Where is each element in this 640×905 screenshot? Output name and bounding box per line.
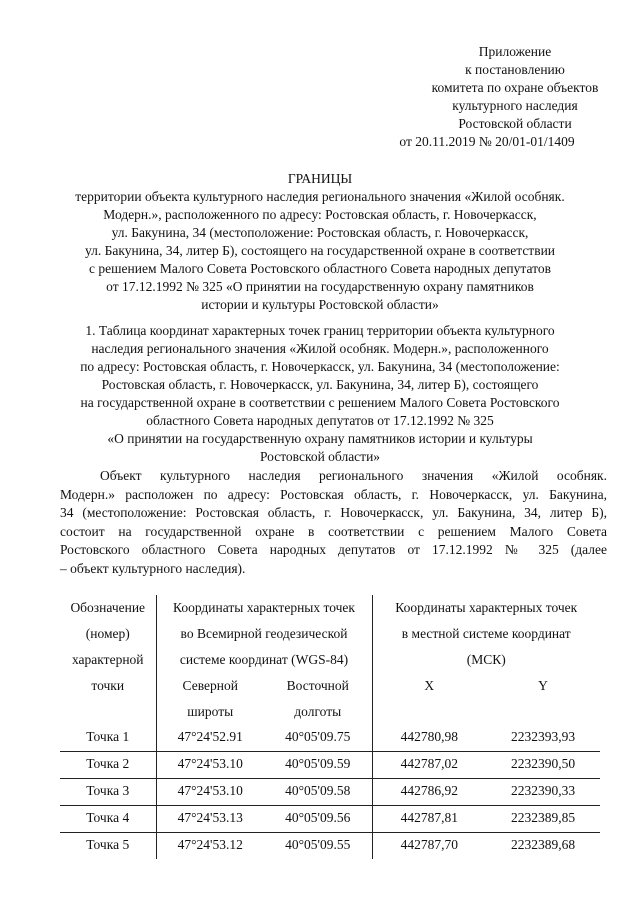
paragraph-line: 34 (местоположение: Ростовская область, г. Новочеркасск, ул. Бакунина, 34, литер Б), xyxy=(60,505,607,520)
latitude-cell: 47°24'53.13 xyxy=(156,806,264,833)
point-cell: Точка 4 xyxy=(60,806,156,833)
coordinates-table xyxy=(60,595,600,859)
y-cell: 2232389,68 xyxy=(486,833,600,860)
latitude-header xyxy=(156,673,264,725)
paragraph-line: Модерн.» расположен по адресу: Ростовская область, г. Новочеркасск, ул. Бакунина, xyxy=(60,486,607,502)
appendix-line: комитета по охране объектов xyxy=(431,80,599,95)
header-line: Северной xyxy=(182,678,238,693)
latitude-cell: 47°24'52.91 xyxy=(177,729,243,744)
latitude-cell: 47°24'53.12 xyxy=(156,833,264,860)
longitude-cell: 40°05'09.56 xyxy=(264,806,372,833)
x-header: X xyxy=(424,678,435,693)
header-line: (МСК) xyxy=(466,652,506,667)
point-cell: Точка 2 xyxy=(60,752,156,779)
point-cell: Точка 5 xyxy=(60,833,156,860)
table-header-row xyxy=(60,595,600,673)
section-line: по адресу: Ростовская область, г. Новочеркасск, ул. Бакунина, 34 (местоположение: xyxy=(80,359,560,374)
msk-header-cell xyxy=(372,595,600,673)
header-line: в местной системе координат xyxy=(401,626,571,641)
heading-line: от 17.12.1992 № 325 «О принятии на государственную охрану памятников xyxy=(106,279,534,294)
header-line: широты xyxy=(187,704,234,719)
heading-line: ул. Бакунина, 34, литер Б), состоящего на государственной охране в соответствии xyxy=(84,243,556,258)
header-line: Координаты характерных точек xyxy=(395,600,578,615)
header-line: Обозначение xyxy=(70,600,146,615)
appendix-date-line: от 20.11.2019 № 20/01-01/1409 xyxy=(399,134,575,149)
heading-line: Модерн.», расположенного по адресу: Ростовская область, г. Новочеркасск, xyxy=(103,207,537,222)
header-line: (номер) xyxy=(85,626,130,641)
point-cell: Точка 1 xyxy=(60,725,156,752)
section-line: областного Совета народных депутатов от 17.12.1992 № 325 xyxy=(146,413,494,428)
longitude-header xyxy=(264,673,372,725)
section-line: Ростовская область, г. Новочеркасск, ул. Бакунина, 34, литер Б), состоящего xyxy=(101,377,539,392)
header-line: характерной xyxy=(71,652,144,667)
latitude-cell: 47°24'53.10 xyxy=(156,752,264,779)
paragraph-line: Объект культурного наследия регионального значения «Жилой особняк. xyxy=(100,468,607,483)
x-cell: 442787,81 xyxy=(372,806,486,833)
table-row xyxy=(60,833,600,860)
y-header: Y xyxy=(538,678,548,693)
latitude-cell: 47°24'53.10 xyxy=(156,779,264,806)
y-cell: 2232390,33 xyxy=(486,779,600,806)
point-header-cell xyxy=(60,595,156,725)
appendix-block xyxy=(330,43,640,151)
table-row xyxy=(60,725,600,752)
point-cell: Точка 3 xyxy=(60,779,156,806)
section-1-heading xyxy=(20,322,620,466)
appendix-line: Приложение xyxy=(478,44,552,59)
paragraph-line: Ростовского областного Совета народных депутатов от 17.12.1992 № 325 (далее xyxy=(60,542,607,557)
y-cell: 2232389,85 xyxy=(486,806,600,833)
document-title: ГРАНИЦЫ xyxy=(287,171,353,186)
heading-line: ул. Бакунина, 34 (местоположение: Ростовская область, г. Новочеркасск, xyxy=(111,225,529,240)
heading-line: территории объекта культурного наследия регионального значения «Жилой особняк. xyxy=(75,189,565,204)
heading-line: с решением Малого Совета Ростовского областного Совета народных депутатов xyxy=(89,261,551,276)
y-cell: 2232393,93 xyxy=(510,729,576,744)
section-line: Ростовской области» xyxy=(259,449,381,464)
longitude-cell: 40°05'09.59 xyxy=(264,752,372,779)
appendix-line: культурного наследия xyxy=(452,98,578,113)
paragraph-line: состоит на государственной охране в соответствии с решением Малого Совета xyxy=(60,523,607,539)
section-line: наследия регионального значения «Жилой особняк. Модерн.», расположенного xyxy=(91,341,549,356)
body-paragraph xyxy=(60,467,607,578)
table-row xyxy=(60,779,600,806)
appendix-line: Ростовской области xyxy=(458,116,572,131)
paragraph-line: – объект культурного наследия). xyxy=(60,560,246,576)
heading-line: истории и культуры Ростовской области» xyxy=(201,297,439,312)
longitude-cell: 40°05'09.55 xyxy=(264,833,372,860)
section-line: на государственной охране в соответствии с решением Малого Совета Ростовского xyxy=(80,395,560,410)
section-line: 1. Таблица координат характерных точек границ территории объекта культурного xyxy=(85,323,555,338)
section-line: «О принятии на государственную охрану памятников истории и культуры xyxy=(107,431,533,446)
longitude-cell: 40°05'09.58 xyxy=(264,779,372,806)
x-cell: 442787,02 xyxy=(372,752,486,779)
header-line: Координаты характерных точек xyxy=(173,600,355,615)
header-line: долготы xyxy=(294,704,342,719)
document-heading xyxy=(20,170,620,314)
y-cell: 2232390,50 xyxy=(486,752,600,779)
x-cell: 442780,98 xyxy=(400,729,458,744)
table-row xyxy=(60,806,600,833)
x-cell: 442786,92 xyxy=(372,779,486,806)
longitude-cell: 40°05'09.75 xyxy=(264,725,372,752)
wgs84-header-cell xyxy=(156,595,372,673)
header-line: во Всемирной геодезической xyxy=(180,626,348,641)
appendix-line: к постановлению xyxy=(465,62,565,77)
header-line: Восточной xyxy=(286,678,349,693)
x-cell: 442787,70 xyxy=(372,833,486,860)
header-line: точки xyxy=(91,678,125,693)
header-line: системе координат (WGS-84) xyxy=(179,652,349,667)
table-row xyxy=(60,752,600,779)
